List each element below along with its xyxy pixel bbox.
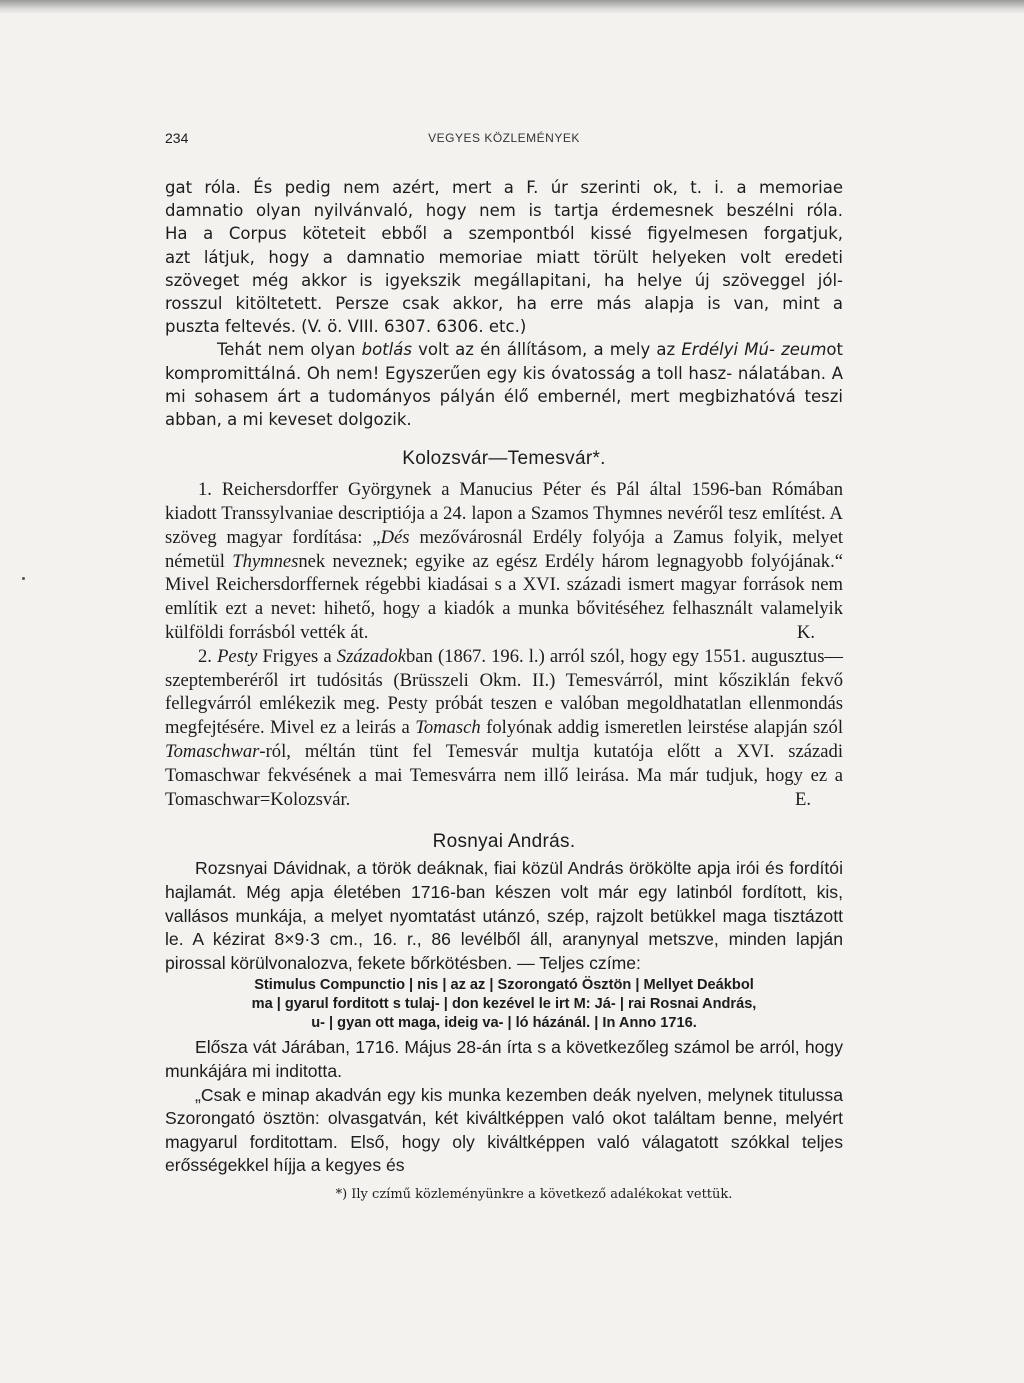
italic-term: Tomasch xyxy=(415,717,481,739)
title-line: u- | gyan ott maga, ideig va- | ló házánál. | In Anno 1716. xyxy=(311,1015,697,1032)
text-run: mezővárosnál Erdély folyója a Zamus folyik, melyet németül xyxy=(165,526,843,572)
text-run: nálatában. A mi sohasem árt a tudományos pályán élő embernél, mert xyxy=(165,363,844,406)
text-line: Ha a Corpus köteteit ebből a szempontból kissé figyelmesen forgatjuk, xyxy=(165,224,843,244)
text-run: 2. xyxy=(198,645,218,667)
signature-e: E. xyxy=(794,788,811,810)
text-run: nek neveznek; egyike az egész Erdély három legnagyobb folyójának.“ Mivel Reichersdorffernek régebbi kiadásai s a XVI. századi ismert magyar források nem említik ezt a nevet: hihető, hogy a kiadók a munka bővitéséhez felhasznált valamelyik külföldi forrásból vették át. xyxy=(165,550,843,644)
text-line: damnatio olyan nyilvánvaló, hogy nem is tartja érdemesnek beszélni róla. xyxy=(165,201,843,221)
running-head: VEGYES KÖZLEMÉNYEK xyxy=(428,131,580,145)
rosnyai-section-body xyxy=(165,857,843,1178)
text-line: azt látjuk, hogy a damnatio memoriae miatt törült helyeken volt eredeti xyxy=(165,247,843,267)
text-run: folyónak addig ismeretlen leirstése alapján szól xyxy=(480,717,843,739)
title-line: ma | gyarul forditott s tulaj- | don kezével le irt M: Já- | rai Rosnai András, xyxy=(251,996,757,1013)
text-line: rosszul kitöltetett. Persze csak akkor, ha erre más alapja is van, mint a xyxy=(165,294,843,314)
book-page xyxy=(165,130,843,1202)
section-heading-rosnyai: Rosnyai András. xyxy=(432,831,576,853)
text-run: megbizhatóvá teszi abban, a mi keveset dolgozik. xyxy=(165,386,844,430)
italic-term: botlás xyxy=(361,340,412,360)
section-heading-kolozsvar: Kolozsvár—Temesvár*. xyxy=(402,448,606,470)
title-line: Stimulus Compunctio | nis | az az | Szorongató Ösztön | Mellyet Deákbol xyxy=(254,977,754,994)
kolozsvar-section-body xyxy=(165,478,843,811)
rosnyai-paragraph-3: „Csak e minap akadván egy kis munka kezemben deák nyelven, melynek titulussa Szorongató ösztön: olvasgatván, két kiváltképpen való okot találtam benne, melyért magyarul forditottam. Első, hogy oly kiváltképpen való válagatott szókkal teljes erősségekkel híjja a kegyes és xyxy=(165,1084,843,1176)
rosnyai-paragraph-1: Rozsnyai Dávidnak, a török deáknak, fiai közül András örökölte apja irói és fordítói hajlamát. Még apja életében 1716-ban készen volt már egy latinból fordított, kis, vallásos munkája, a melyet nyomtatást utánzó, szép, rajzolt betükkel maga tisztázott le. A kézirat 8×9·3 cm., 16. r., 86 levélből áll, aranynyal metszve, minden lapján pirossal körülvonalozva, fekete bőrkötésben. — Teljes czíme: xyxy=(165,858,843,973)
text-line: szöveget még akkor is igyekszik megállapitani, ha helye új szöveggel jól- xyxy=(165,270,843,290)
page-header xyxy=(165,130,843,154)
text-run: volt az én állításom, a mely az xyxy=(411,340,682,360)
text-run: -ról, méltán tünt fel Temesvár multja kutatója előtt a XVI. századi Tomaschwar fekvésének a mai Temesvárra nem illő leirása. Ma már tudjuk, hogy ez a Tomaschwar=Kolozsvár. xyxy=(165,741,843,810)
italic-term: Pesty xyxy=(217,645,258,667)
note-item-1 xyxy=(165,478,843,645)
page-number: 234 xyxy=(165,130,189,146)
italic-term: Tomaschwar xyxy=(165,741,260,762)
note-item-2 xyxy=(165,645,843,812)
text-run: ban (1867. 196. l.) arról szól, hogy egy 1551. augusztus—szeptemberéről irt tudósitás (Brüsszeli Okm. II.) Temesvárról, mint kősziklán fekvő fellegvárról emlékezik meg. Pesty próbát teszen e valóban megoldhatatlan ellenmondás megfejtésére. Mivel ez a leirás a xyxy=(165,645,844,739)
rosnyai-paragraph-2: Elősza vát Járában, 1716. Május 28-án írta s a következőleg számol be arról, hogy munkájára mi inditotta. xyxy=(165,1037,843,1081)
margin-speck xyxy=(22,577,25,580)
text-line: puszta feltevés. (V. ö. VIII. 6307. 6306. etc.) xyxy=(165,317,527,337)
manuscript-title xyxy=(165,976,843,1033)
footnote: *) Ily czímű közleményünkre a következő adalékokat vettük. xyxy=(335,1186,733,1202)
argument-paragraph xyxy=(165,338,843,431)
text-line: gat róla. És pedig nem azért, mert a F. úr szerinti ok, t. i. a memoriae xyxy=(165,178,843,197)
italic-term: Thymnes xyxy=(232,550,299,572)
italic-term: Dés xyxy=(380,526,410,548)
text-run: 1. Reichersdorffer Györgynek a Manucius Péter és Pál által 1596-ban Rómában kiadott Transsylvaniae descriptiója a 24. lapon a Szamos Thymnes nevéről tesz említést. A szöveg magyar fordítása: „ xyxy=(165,479,843,548)
text-run: Tehát nem olyan xyxy=(217,340,362,360)
opening-paragraph xyxy=(165,176,843,431)
italic-term: zeum xyxy=(781,340,827,360)
text-run: Frigyes a xyxy=(257,645,337,667)
italic-term: Századok xyxy=(336,645,406,667)
italic-term: Erdélyi Mú- xyxy=(681,340,775,360)
text-run: ot kompromittálná. Oh nem! Egyszerűen egy kis óvatosság a toll hasz- xyxy=(165,340,843,383)
scan-top-edge xyxy=(0,0,1024,14)
signature-k: K. xyxy=(796,622,815,644)
